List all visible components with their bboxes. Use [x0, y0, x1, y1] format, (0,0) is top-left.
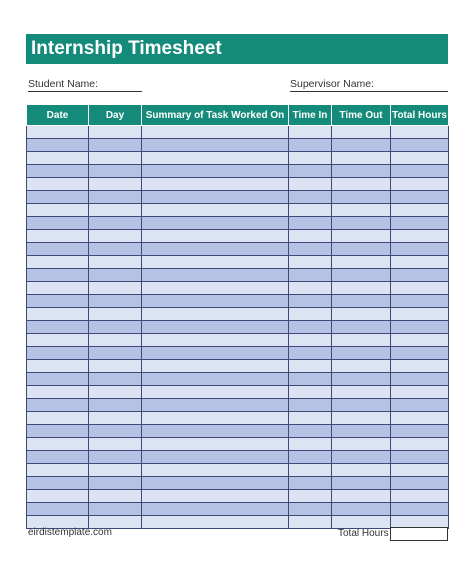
table-cell[interactable]: [289, 386, 332, 399]
table-cell[interactable]: [142, 178, 289, 191]
table-cell[interactable]: [27, 178, 89, 191]
table-cell[interactable]: [289, 230, 332, 243]
table-cell[interactable]: [27, 139, 89, 152]
table-cell[interactable]: [142, 204, 289, 217]
table-cell[interactable]: [27, 256, 89, 269]
table-cell[interactable]: [27, 217, 89, 230]
table-cell[interactable]: [142, 373, 289, 386]
table-row: [27, 308, 449, 321]
table-cell[interactable]: [391, 178, 449, 191]
table-cell[interactable]: [27, 503, 89, 516]
table-cell[interactable]: [332, 308, 391, 321]
table-cell[interactable]: [391, 126, 449, 139]
table-cell[interactable]: [27, 295, 89, 308]
table-cell[interactable]: [391, 399, 449, 412]
table-cell[interactable]: [27, 490, 89, 503]
table-cell[interactable]: [332, 191, 391, 204]
table-cell[interactable]: [27, 373, 89, 386]
table-cell[interactable]: [27, 451, 89, 464]
table-row: [27, 412, 449, 425]
table-cell[interactable]: [142, 360, 289, 373]
table-cell[interactable]: [142, 399, 289, 412]
table-cell[interactable]: [89, 308, 142, 321]
table-cell[interactable]: [289, 321, 332, 334]
table-cell[interactable]: [332, 256, 391, 269]
table-cell[interactable]: [142, 334, 289, 347]
table-cell[interactable]: [289, 412, 332, 425]
table-cell[interactable]: [391, 139, 449, 152]
table-cell[interactable]: [89, 399, 142, 412]
table-cell[interactable]: [289, 373, 332, 386]
table-cell[interactable]: [391, 412, 449, 425]
table-cell[interactable]: [27, 347, 89, 360]
column-header-day: Day: [89, 105, 142, 126]
table-cell[interactable]: [289, 490, 332, 503]
table-cell[interactable]: [142, 516, 289, 529]
table-cell[interactable]: [142, 295, 289, 308]
table-cell[interactable]: [89, 464, 142, 477]
table-cell[interactable]: [289, 165, 332, 178]
table-cell[interactable]: [27, 308, 89, 321]
table-cell[interactable]: [332, 269, 391, 282]
table-cell[interactable]: [332, 243, 391, 256]
table-cell[interactable]: [142, 386, 289, 399]
table-cell[interactable]: [391, 438, 449, 451]
footer-total-hours-box[interactable]: [390, 527, 448, 541]
table-cell[interactable]: [332, 230, 391, 243]
table-row: [27, 334, 449, 347]
table-row: [27, 191, 449, 204]
table-row: [27, 282, 449, 295]
table-cell[interactable]: [142, 269, 289, 282]
table-row: [27, 425, 449, 438]
table-row: [27, 477, 449, 490]
table-row: [27, 126, 449, 139]
table-cell[interactable]: [332, 438, 391, 451]
table-cell[interactable]: [391, 191, 449, 204]
table-row: [27, 490, 449, 503]
footer-website: eirdistemplate.com: [28, 527, 112, 538]
table-cell[interactable]: [289, 191, 332, 204]
table-cell[interactable]: [391, 256, 449, 269]
timesheet-table: [26, 104, 449, 529]
table-row: [27, 373, 449, 386]
table-cell[interactable]: [289, 152, 332, 165]
table-cell[interactable]: [142, 438, 289, 451]
table-cell[interactable]: [332, 425, 391, 438]
table-cell[interactable]: [289, 308, 332, 321]
table-row: [27, 204, 449, 217]
table-cell[interactable]: [289, 204, 332, 217]
table-cell[interactable]: [391, 425, 449, 438]
table-row: [27, 269, 449, 282]
table-cell[interactable]: [27, 191, 89, 204]
table-cell[interactable]: [27, 321, 89, 334]
table-row: [27, 503, 449, 516]
table-cell[interactable]: [89, 230, 142, 243]
table-cell[interactable]: [332, 347, 391, 360]
table-cell[interactable]: [332, 126, 391, 139]
table-cell[interactable]: [89, 139, 142, 152]
table-cell[interactable]: [289, 269, 332, 282]
student-name-field[interactable]: [28, 78, 142, 92]
table-cell[interactable]: [27, 165, 89, 178]
table-cell[interactable]: [27, 360, 89, 373]
table-cell[interactable]: [142, 152, 289, 165]
table-cell[interactable]: [89, 477, 142, 490]
table-cell[interactable]: [391, 269, 449, 282]
table-cell[interactable]: [332, 360, 391, 373]
table-row: [27, 152, 449, 165]
table-cell[interactable]: [89, 282, 142, 295]
table-row: [27, 360, 449, 373]
table-cell[interactable]: [89, 425, 142, 438]
table-cell[interactable]: [89, 503, 142, 516]
table-cell[interactable]: [391, 464, 449, 477]
timesheet-body: [27, 126, 449, 529]
table-cell[interactable]: [391, 347, 449, 360]
table-row: [27, 217, 449, 230]
table-row: [27, 321, 449, 334]
table-cell[interactable]: [289, 425, 332, 438]
table-cell[interactable]: [332, 217, 391, 230]
table-cell[interactable]: [89, 412, 142, 425]
table-cell[interactable]: [332, 490, 391, 503]
table-cell[interactable]: [332, 282, 391, 295]
table-cell[interactable]: [89, 438, 142, 451]
table-cell[interactable]: [89, 191, 142, 204]
column-header-date: Date: [27, 105, 89, 126]
table-cell[interactable]: [332, 373, 391, 386]
table-cell[interactable]: [89, 126, 142, 139]
table-cell[interactable]: [89, 347, 142, 360]
table-cell[interactable]: [142, 243, 289, 256]
footer-total-hours-label: Total Hours: [338, 528, 389, 539]
table-cell[interactable]: [332, 412, 391, 425]
table-cell[interactable]: [142, 139, 289, 152]
table-cell[interactable]: [89, 256, 142, 269]
column-header-time-out: Time Out: [332, 105, 391, 126]
table-cell[interactable]: [391, 204, 449, 217]
table-cell[interactable]: [27, 269, 89, 282]
column-header-time-in: Time In: [289, 105, 332, 126]
table-cell[interactable]: [89, 360, 142, 373]
table-cell[interactable]: [391, 230, 449, 243]
table-cell[interactable]: [142, 256, 289, 269]
table-cell[interactable]: [27, 334, 89, 347]
table-cell[interactable]: [391, 386, 449, 399]
table-cell[interactable]: [142, 126, 289, 139]
table-cell[interactable]: [142, 230, 289, 243]
table-cell[interactable]: [289, 126, 332, 139]
table-cell[interactable]: [89, 321, 142, 334]
table-cell[interactable]: [89, 178, 142, 191]
table-cell[interactable]: [391, 308, 449, 321]
table-cell[interactable]: [289, 282, 332, 295]
table-cell[interactable]: [27, 152, 89, 165]
table-cell[interactable]: [289, 295, 332, 308]
table-cell[interactable]: [89, 334, 142, 347]
table-row: [27, 464, 449, 477]
table-cell[interactable]: [391, 334, 449, 347]
table-cell[interactable]: [332, 165, 391, 178]
table-cell[interactable]: [142, 308, 289, 321]
table-cell[interactable]: [142, 165, 289, 178]
table-header-row: [27, 105, 449, 126]
table-cell[interactable]: [332, 386, 391, 399]
table-cell[interactable]: [27, 282, 89, 295]
table-cell[interactable]: [27, 464, 89, 477]
table-row: [27, 386, 449, 399]
table-cell[interactable]: [391, 477, 449, 490]
table-cell[interactable]: [89, 217, 142, 230]
table-cell[interactable]: [332, 204, 391, 217]
table-cell[interactable]: [27, 386, 89, 399]
table-cell[interactable]: [89, 490, 142, 503]
table-cell[interactable]: [89, 152, 142, 165]
table-cell[interactable]: [89, 373, 142, 386]
table-cell[interactable]: [289, 451, 332, 464]
table-cell[interactable]: [391, 295, 449, 308]
table-cell[interactable]: [289, 217, 332, 230]
table-row: [27, 165, 449, 178]
table-cell[interactable]: [142, 282, 289, 295]
table-cell[interactable]: [289, 360, 332, 373]
table-cell[interactable]: [289, 256, 332, 269]
table-cell[interactable]: [27, 243, 89, 256]
table-cell[interactable]: [332, 178, 391, 191]
table-row: [27, 178, 449, 191]
table-cell[interactable]: [89, 451, 142, 464]
table-cell[interactable]: [391, 503, 449, 516]
table-cell[interactable]: [142, 490, 289, 503]
table-cell[interactable]: [391, 282, 449, 295]
table-row: [27, 243, 449, 256]
table-cell[interactable]: [89, 295, 142, 308]
table-cell[interactable]: [391, 373, 449, 386]
table-cell[interactable]: [332, 321, 391, 334]
column-header-summary: Summary of Task Worked On: [142, 105, 289, 126]
table-cell[interactable]: [289, 438, 332, 451]
table-cell[interactable]: [391, 243, 449, 256]
table-row: [27, 295, 449, 308]
column-header-total-hours: Total Hours: [391, 105, 449, 126]
table-cell[interactable]: [142, 503, 289, 516]
table-cell[interactable]: [289, 464, 332, 477]
table-row: [27, 451, 449, 464]
table-cell[interactable]: [391, 360, 449, 373]
table-cell[interactable]: [332, 451, 391, 464]
table-cell[interactable]: [289, 516, 332, 529]
table-cell[interactable]: [142, 321, 289, 334]
table-cell[interactable]: [391, 152, 449, 165]
table-cell[interactable]: [289, 178, 332, 191]
table-cell[interactable]: [142, 425, 289, 438]
table-cell[interactable]: [27, 126, 89, 139]
table-row: [27, 399, 449, 412]
supervisor-name-label: Supervisor Name:: [290, 78, 375, 90]
table-cell[interactable]: [332, 399, 391, 412]
table-cell[interactable]: [332, 503, 391, 516]
table-cell[interactable]: [27, 230, 89, 243]
table-cell[interactable]: [142, 451, 289, 464]
table-cell[interactable]: [332, 516, 391, 529]
table-cell[interactable]: [289, 243, 332, 256]
table-cell[interactable]: [289, 503, 332, 516]
table-cell[interactable]: [27, 412, 89, 425]
table-cell[interactable]: [142, 464, 289, 477]
table-cell[interactable]: [332, 464, 391, 477]
table-cell[interactable]: [27, 399, 89, 412]
table-cell[interactable]: [391, 321, 449, 334]
table-row: [27, 438, 449, 451]
table-cell[interactable]: [391, 490, 449, 503]
table-cell[interactable]: [89, 269, 142, 282]
table-cell[interactable]: [391, 217, 449, 230]
table-cell[interactable]: [142, 412, 289, 425]
table-cell[interactable]: [142, 347, 289, 360]
table-cell[interactable]: [332, 295, 391, 308]
table-cell[interactable]: [142, 477, 289, 490]
table-cell[interactable]: [27, 477, 89, 490]
table-cell[interactable]: [289, 139, 332, 152]
table-cell[interactable]: [27, 204, 89, 217]
table-cell[interactable]: [27, 438, 89, 451]
table-cell[interactable]: [289, 347, 332, 360]
table-cell[interactable]: [89, 165, 142, 178]
table-cell[interactable]: [142, 191, 289, 204]
table-cell[interactable]: [332, 334, 391, 347]
table-cell[interactable]: [27, 425, 89, 438]
table-cell[interactable]: [289, 399, 332, 412]
table-row: [27, 256, 449, 269]
supervisor-name-field[interactable]: [290, 78, 448, 92]
table-cell[interactable]: [289, 334, 332, 347]
page-title: Internship Timesheet: [31, 38, 222, 59]
table-cell[interactable]: [391, 451, 449, 464]
table-row: [27, 139, 449, 152]
title-bar: [26, 34, 448, 64]
table-cell[interactable]: [142, 217, 289, 230]
table-cell[interactable]: [89, 243, 142, 256]
table-cell[interactable]: [89, 386, 142, 399]
table-cell[interactable]: [89, 204, 142, 217]
table-cell[interactable]: [332, 139, 391, 152]
student-name-label: Student Name:: [28, 78, 99, 90]
table-row: [27, 230, 449, 243]
table-cell[interactable]: [289, 477, 332, 490]
table-cell[interactable]: [391, 165, 449, 178]
table-row: [27, 347, 449, 360]
table-cell[interactable]: [332, 477, 391, 490]
table-cell[interactable]: [332, 152, 391, 165]
